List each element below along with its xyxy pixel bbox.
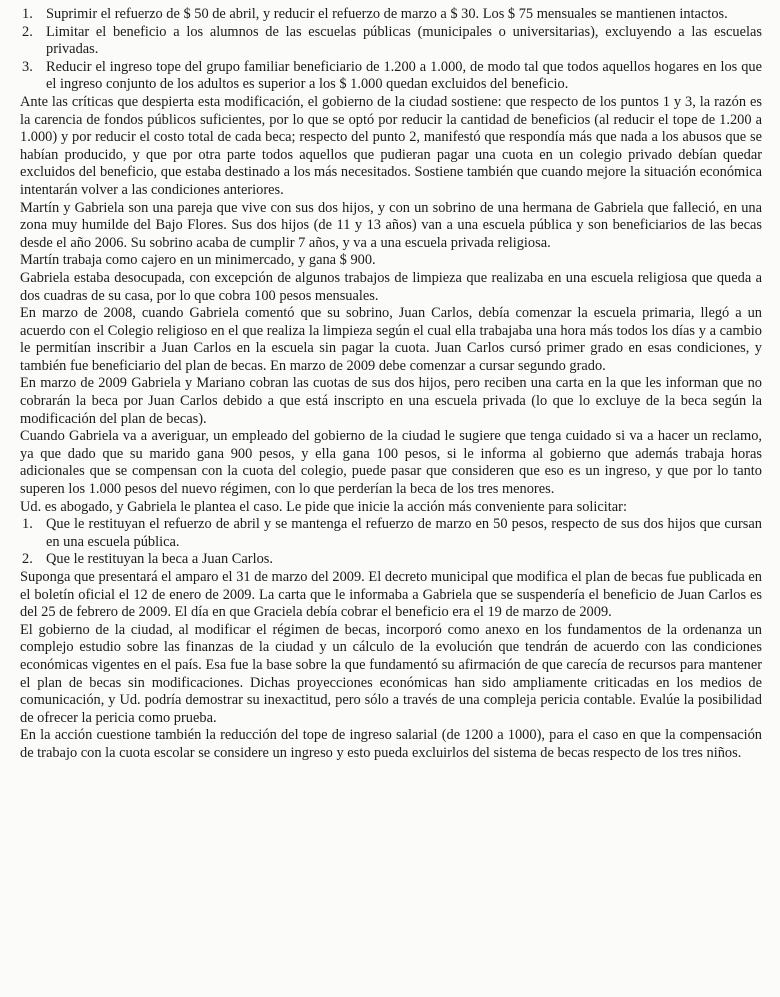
item-text: Reducir el ingreso tope del grupo familiar beneficiario de 1.200 a 1.000, de modo tal que todos aquellos hogares en los que el ingreso conjunto de los adultos es superior a los $ 1.000 quedan excluidos del beneficio.: [46, 58, 762, 93]
request-item: [20, 551, 762, 569]
item-number: 2.: [22, 23, 33, 40]
paragraph-march-2009-letter: En marzo de 2009 Gabriela y Mariano cobran las cuotas de sus dos hijos, pero reciben una carta en la que les informan que no cobrarán la beca por Juan Carlos debido a que está inscripto en una escuela privada (lo que lo excluye de la beca según la modificación del plan de becas).: [20, 375, 762, 427]
modification-item: [20, 59, 762, 94]
document-body: [20, 6, 762, 763]
paragraph-family-description: Martín y Gabriela son una pareja que vive con sus dos hijos, y con un sobrino de una hermana de Gabriela que falleció, en una zona muy humilde del Bajo Flores. Sus dos hijos (de 11 y 13 años) van a una escuela pública y son beneficiarios de las becas desde el año 2006. Su sobrino acaba de cumplir 7 años, y va a una escuela privada religiosa.: [20, 199, 762, 251]
paragraph-employee-warning: Cuando Gabriela va a averiguar, un empleado del gobierno de la ciudad le sugiere que tenga cuidado si va a hacer un reclamo, ya que dado que su marido gana 900 pesos, y ella gana 100 pesos, si le informa al gobierno que además trabaja horas adicionales que se compensan con la cuota del colegio, puede pasar que consideren que eso es un ingreso, y que por lo tanto superen los 1.000 pesos del nuevo régimen, con lo que perderían la beca de los tres menores.: [20, 428, 762, 498]
modification-item: [20, 6, 762, 24]
request-list: [20, 516, 762, 569]
modification-item: [20, 24, 762, 59]
item-text: Que le restituyan el refuerzo de abril y se mantenga el refuerzo de marzo en 50 pesos, respecto de sus dos hijos que cursan en una escuela pública.: [46, 516, 762, 550]
paragraph-economic-study: El gobierno de la ciudad, al modificar el régimen de becas, incorporó como anexo en los fundamentos de la ordenanza un complejo estudio sobre las finanzas de la ciudad y un cálculo de la evolución que tendrán de acuerdo con las condiciones económicas vigentes en el país. Esa fue la base sobre la que fundamentó su afirmación de que carecía de recursos para mantener el plan de becas sin modificaciones. Dichas proyecciones económicas han sido ampliamente criticadas en los medios de comunicación, y Ud. podría demostrar su inexactitud, pero sólo a través de una compleja pericia contable. Evalúe la posibilidad de ofrecer la pericia como prueba.: [20, 621, 762, 726]
paragraph-gabriela-job: Gabriela estaba desocupada, con excepción de algunos trabajos de limpieza que realizaba en una escuela religiosa que queda a dos cuadras de su casa, por lo que cobra 100 pesos mensuales.: [20, 269, 762, 304]
paragraph-march-2008: En marzo de 2008, cuando Gabriela comentó que su sobrino, Juan Carlos, debía comenzar la escuela primaria, llegó a un acuerdo con el Colegio religioso en el que realiza la limpieza según el cual ella trabajaba una hora más todos los días y a cambio le permitían inscribir a Juan Carlos en la escuela sin pagar la cuota. Juan Carlos cursó primer grado en esas condiciones, y también fue beneficiario del plan de becas. En marzo de 2009 debe comenzar a cursar segundo grado.: [20, 305, 762, 374]
item-text: Que le restituyan la beca a Juan Carlos.: [46, 551, 273, 568]
paragraph-amparo-dates: Suponga que presentará el amparo el 31 de marzo del 2009. El decreto municipal que modifica el plan de becas fue publicada en el boletín oficial el 12 de enero de 2009. La carta que le informaba a Gabriela que se suspendería el beneficio de Juan Carlos es del 25 de febrero de 2009. El día en que Graciela debía cobrar el beneficio era el 19 de marzo de 2009.: [20, 569, 762, 621]
request-item: [20, 516, 762, 551]
item-text: Limitar el beneficio a los alumnos de las escuelas públicas (municipales o universitarias), excluyendo a las escuelas privadas.: [46, 23, 762, 58]
item-number: 3.: [22, 58, 33, 75]
modification-list: [20, 6, 762, 94]
paragraph-income-cap: En la acción cuestione también la reducción del tope de ingreso salarial (de 1200 a 1000), para el caso en que la compensación de trabajo con la cuota escolar se considere un ingreso y esto pueda excluirlos del sistema de becas respecto de los tres niños.: [20, 727, 762, 761]
item-text: Suprimir el refuerzo de $ 50 de abril, y reducir el refuerzo de marzo a $ 30. Los $ 75 mensuales se mantienen intactos.: [46, 6, 728, 22]
paragraph-government-response: Ante las críticas que despierta esta modificación, el gobierno de la ciudad sostiene: que respecto de los puntos 1 y 3, la razón es la carencia de fondos públicos suficientes, por lo que se optó por reducir la cantidad de beneficios (al reducir el tope de 1.200 a 1.000) y por reducir el costo total de cada beca; respecto del punto 2, manifestó que respondía más que nada a los abusos que se habían producido, y que por otra parte todos aquellos que pudieran pagar una cuota en un colegio privado debían quedar excluidos del beneficio, que estaba destinado a los más necesitados. Sostiene también que cuando mejore la situación económica intentarán volver a las condiciones anteriores.: [20, 93, 762, 198]
item-number: 1.: [22, 6, 33, 22]
paragraph-lawyer-request: Ud. es abogado, y Gabriela le plantea el caso. Le pide que inicie la acción más conveniente para solicitar:: [20, 498, 627, 515]
item-number: 2.: [22, 551, 33, 568]
paragraph-martin-job: Martín trabaja como cajero en un minimercado, y gana $ 900.: [20, 252, 376, 269]
item-number: 1.: [22, 516, 33, 533]
